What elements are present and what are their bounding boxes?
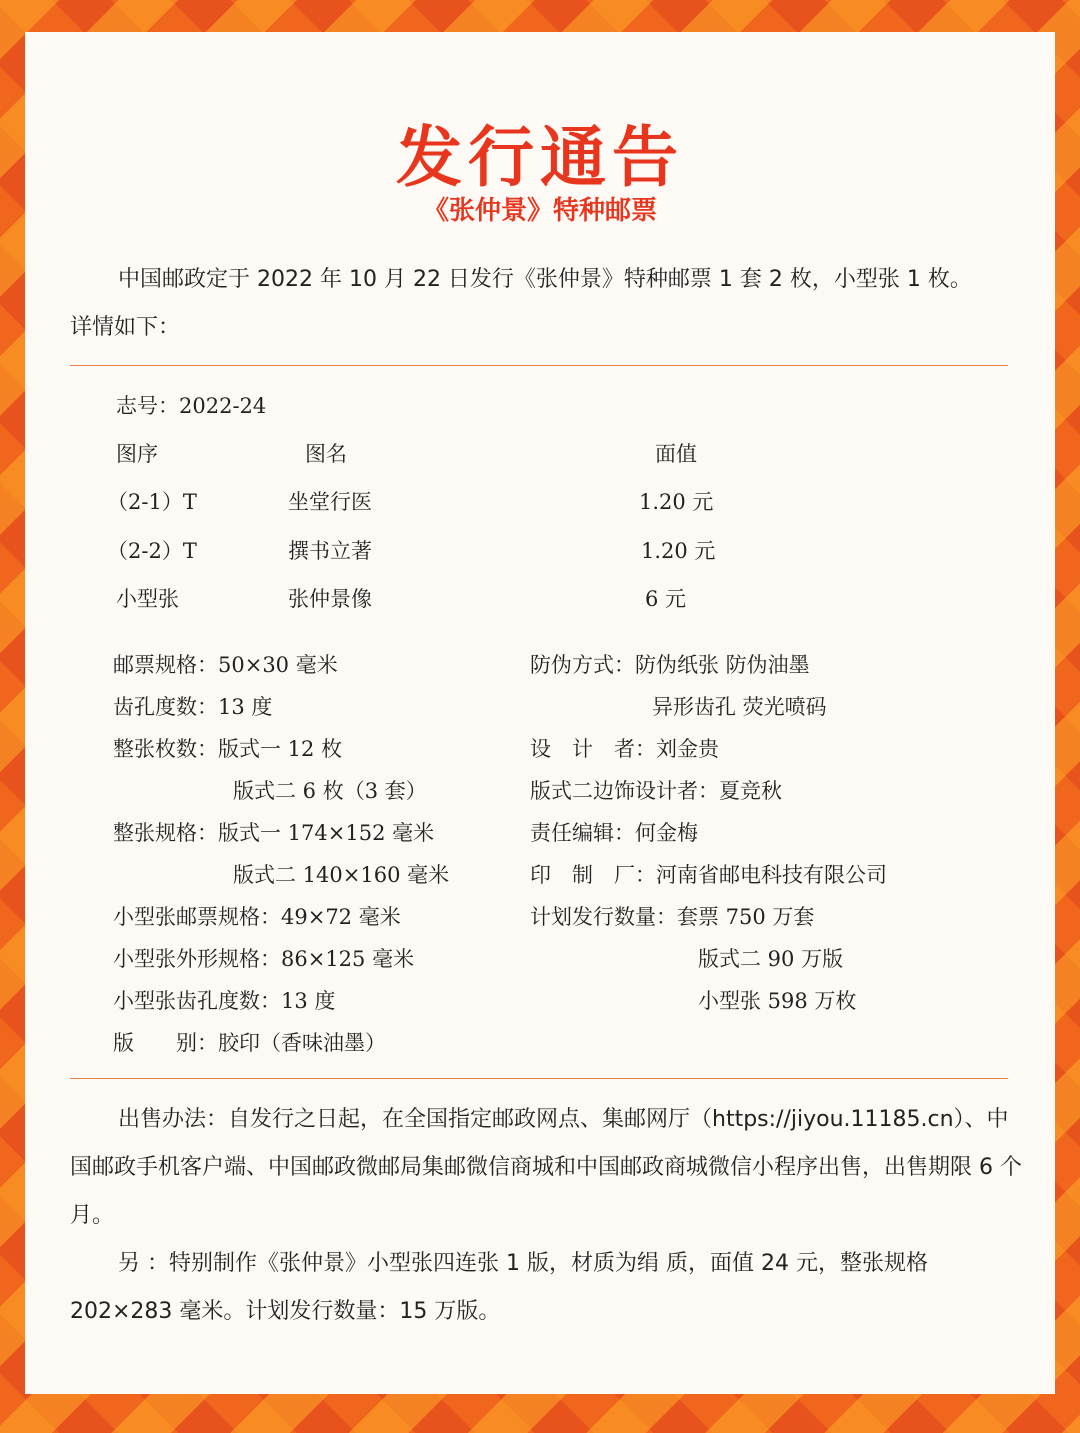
intro-line-2: 详情如下： (70, 315, 181, 340)
spec-planned-quantity-2: 版式二 90 万版 (698, 947, 844, 971)
spec-printing-type: 版 别：胶印（香味油墨） (113, 1031, 386, 1055)
serial-number: 志号：2022-24 (116, 394, 267, 418)
intro-paragraph (70, 256, 1025, 352)
intro-line-1: 中国邮政定于 2022 年 10 月 22 日发行《张仲景》特种邮票 1 套 2 枚，小型张 1 枚。 (118, 267, 972, 292)
note-paragraph (70, 1240, 1025, 1336)
spec-designer: 设 计 者：刘金贵 (530, 737, 719, 761)
spec-miniature-perforation: 小型张齿孔度数：13 度 (113, 989, 336, 1013)
row-2-name: 撰书立著 (288, 539, 372, 563)
sale-paragraph (70, 1096, 1025, 1240)
spec-anti-counterfeit: 防伪方式：防伪纸张 防伪油墨 (530, 653, 810, 677)
row-1-name: 坐堂行医 (288, 490, 372, 514)
row-1-order: （2-1）T (107, 490, 197, 514)
row-1-value: 1.20 元 (639, 490, 714, 514)
spec-sheet-size-2: 版式二 140×160 毫米 (233, 863, 450, 887)
spec-miniature-outer-size: 小型张外形规格：86×125 毫米 (113, 947, 415, 971)
spec-stamp-size: 邮票规格：50×30 毫米 (113, 653, 338, 677)
notice-paper (25, 32, 1055, 1394)
row-2-value: 1.20 元 (641, 539, 716, 563)
page-subtitle: 《张仲景》特种邮票 (422, 196, 657, 226)
header-value: 面值 (655, 442, 697, 466)
spec-anti-counterfeit-2: 异形齿孔 荧光喷码 (652, 695, 827, 719)
spec-sheet-count-2: 版式二 6 枚（3 套） (233, 779, 427, 803)
row-3-order: 小型张 (116, 587, 179, 611)
header-order: 图序 (116, 442, 158, 466)
spec-sheet-count: 整张枚数：版式一 12 枚 (113, 737, 343, 761)
row-3-value: 6 元 (645, 587, 687, 611)
note-text: 另 ：特别制作《张仲景》小型张四连张 1 版，材质为绢 质，面值 24 元，整张规格 202×283 毫米。计划发行数量：15 万版。 (70, 1251, 928, 1324)
page-title: 发行通告 (396, 119, 684, 196)
row-2-order: （2-2）T (107, 539, 197, 563)
sale-text: 出售办法：自发行之日起，在全国指定邮政网点、集邮网厅（https://jiyou.11185.cn）、中国邮政手机客户端、中国邮政微邮局集邮微信商城和中国邮政商城微信小程序出售，出售期限 6 个月。 (70, 1107, 1022, 1228)
spec-sheet-size: 整张规格：版式一 174×152 毫米 (113, 821, 435, 845)
spec-border-designer: 版式二边饰设计者：夏竞秋 (530, 779, 782, 803)
divider-bottom (70, 1078, 1008, 1079)
spec-printer: 印 制 厂：河南省邮电科技有限公司 (530, 863, 887, 887)
header-name: 图名 (305, 442, 347, 466)
spec-editor: 责任编辑：何金梅 (530, 821, 698, 845)
spec-planned-quantity: 计划发行数量：套票 750 万套 (530, 905, 815, 929)
spec-planned-quantity-3: 小型张 598 万枚 (698, 989, 857, 1013)
spec-perforation: 齿孔度数：13 度 (113, 695, 273, 719)
divider-top (70, 365, 1008, 366)
row-3-name: 张仲景像 (288, 587, 372, 611)
spec-miniature-stamp-size: 小型张邮票规格：49×72 毫米 (113, 905, 401, 929)
